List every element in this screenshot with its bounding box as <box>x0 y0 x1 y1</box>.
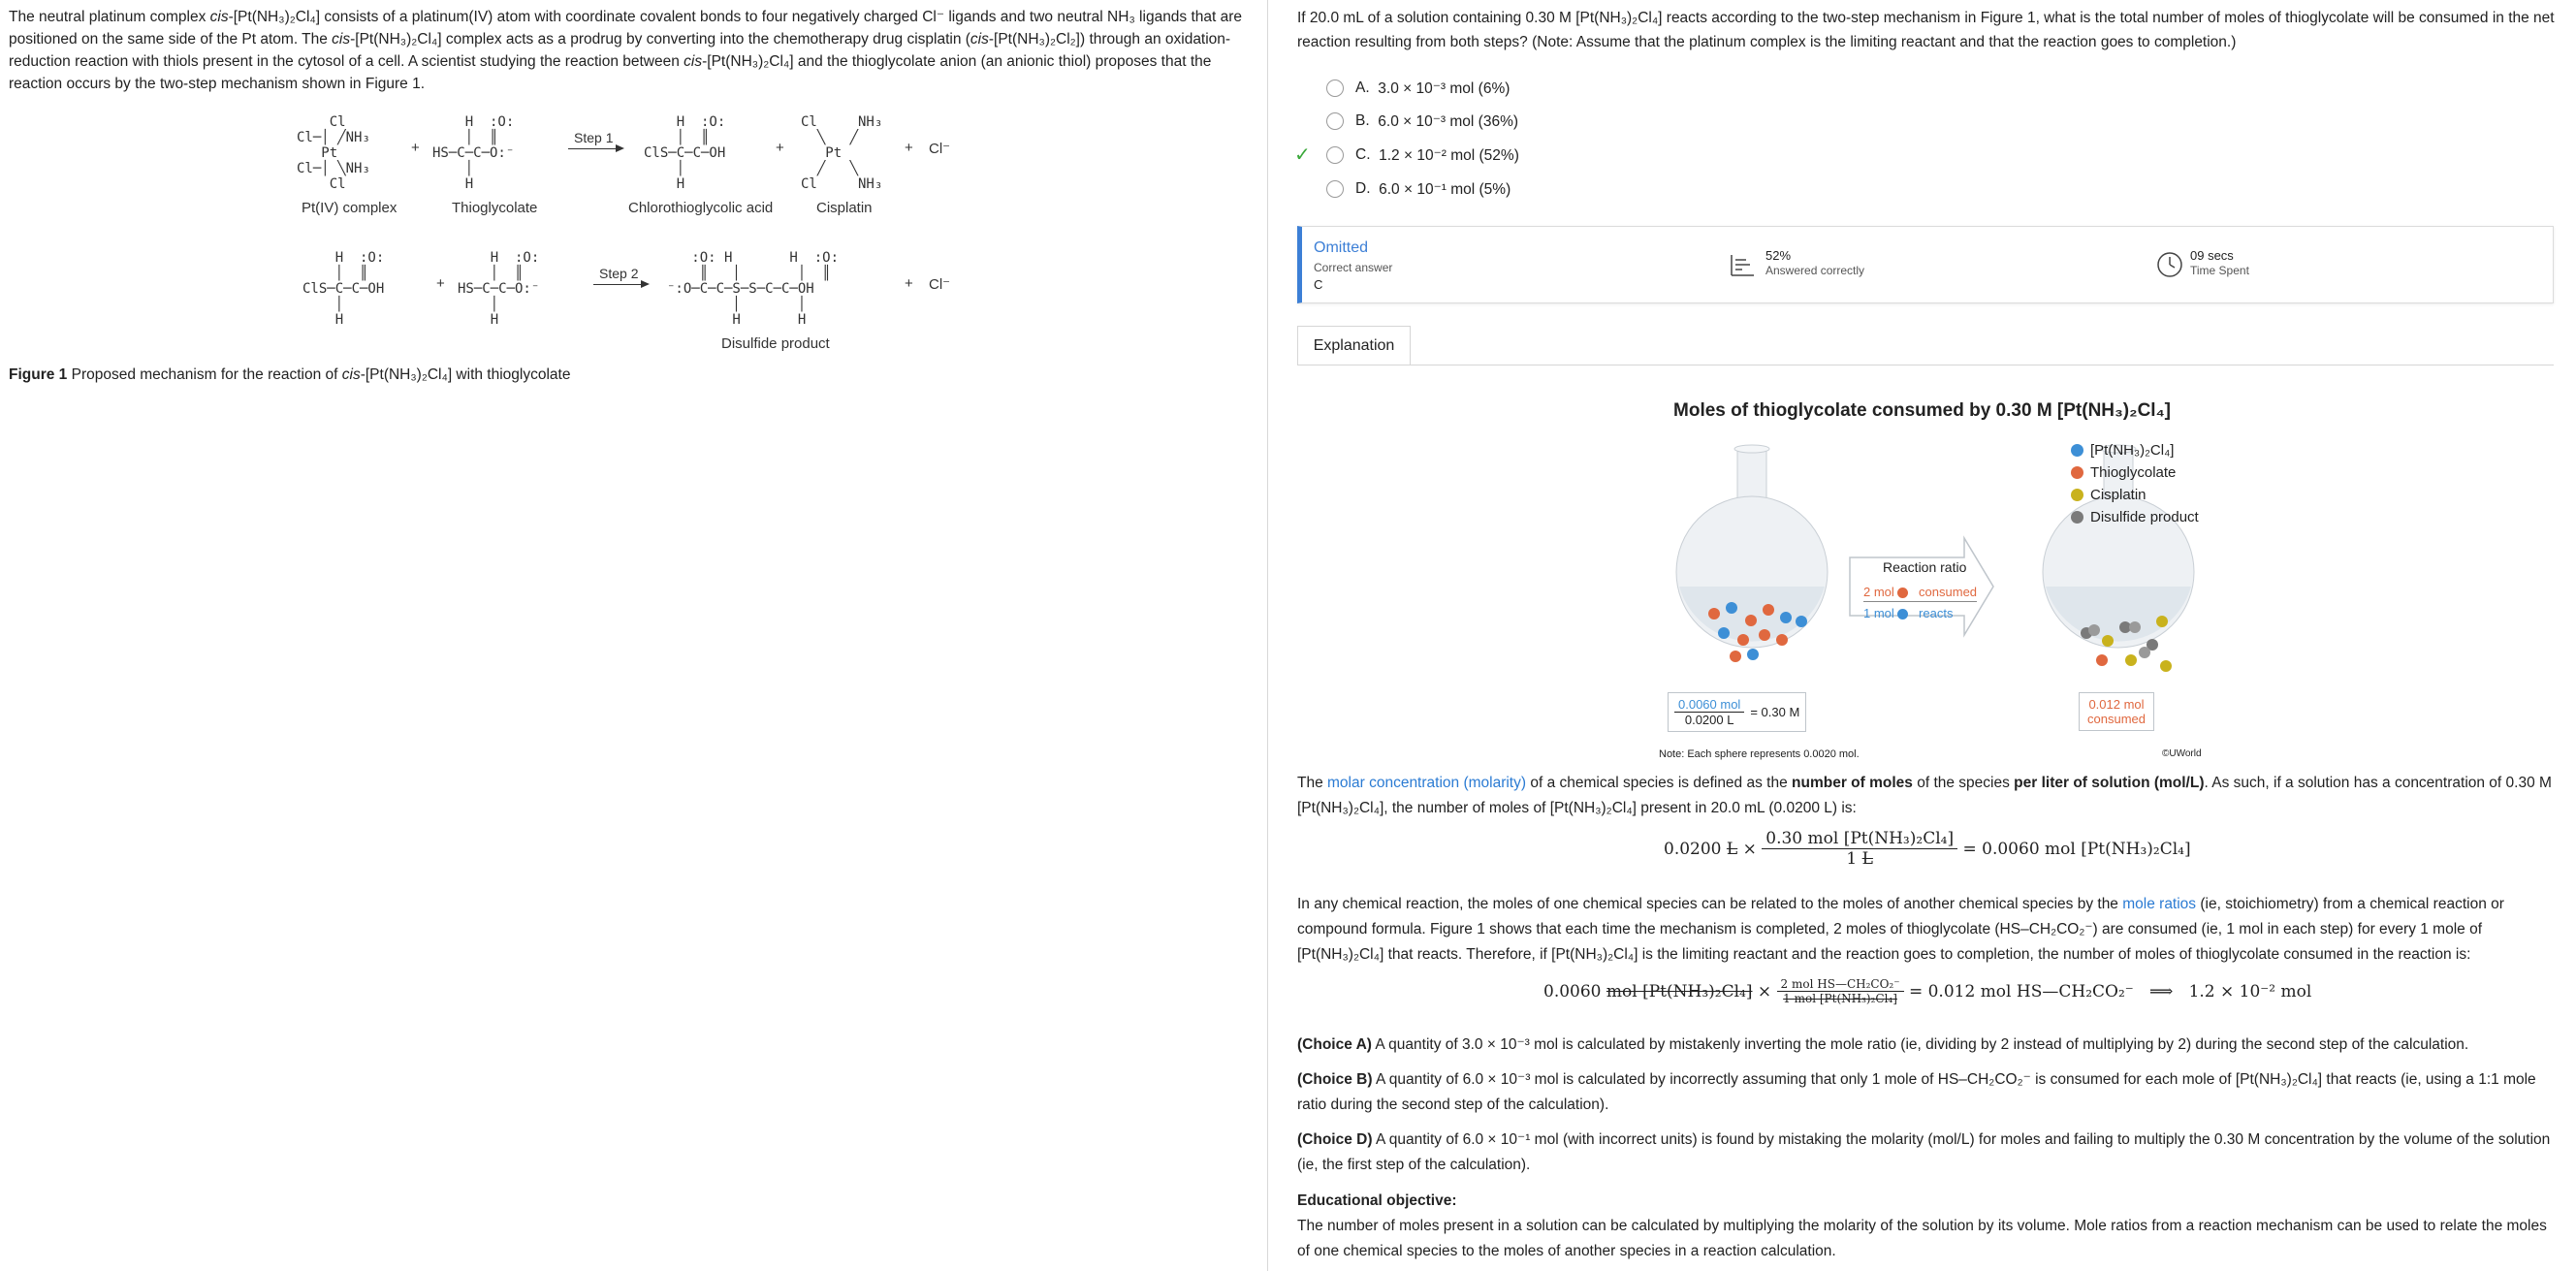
choice-letter: D. <box>1355 180 1371 197</box>
ratio-top-text: consumed <box>1919 585 1978 599</box>
eq1-den-value: 1 <box>1846 849 1858 869</box>
eq2-right: = 0.012 mol HS—CH₂CO₂⁻ <box>1908 981 2134 1001</box>
copyright: ©UWorld <box>2162 748 2202 759</box>
objective-title: Educational objective: <box>1297 1192 1457 1209</box>
thioglycolate-structure-2: H :O: │ ║ HS─C─C─O:⁻ │ H <box>458 250 540 328</box>
expl-seg: of the species <box>1912 775 2015 791</box>
legend-item <box>2071 487 2147 503</box>
figure-caption <box>9 366 570 384</box>
eq1-right: = 0.0060 mol [Pt(NH₃)₂Cl₄] <box>1962 839 2191 859</box>
step2-label: Step 2 <box>599 266 639 281</box>
disulfide-structure: :O: H H :O: ║ │ │ ║ ⁻:O─C─C─S─S─C─C─OH │ │ H H <box>667 250 840 328</box>
eq1-times: × <box>1742 839 1757 859</box>
passage-panel <box>0 0 1268 1271</box>
step1-label: Step 1 <box>574 130 614 145</box>
sphere-note: Note: Each sphere represents 0.0020 mol. <box>1659 748 1860 760</box>
eq2-den: 1 mol [Pt(NH₃)₂Cl₄] <box>1783 992 1897 1005</box>
choice-a-text: A quantity of 3.0 × 10⁻³ mol is calculated by mistakenly inverting the mole ratio (ie, dividing by 2 instead of multiplying by 2) during the second step of the calculation. <box>1371 1036 2469 1053</box>
legend-label: Thioglycolate <box>2090 464 2177 481</box>
chloride-ion: Cl⁻ <box>929 141 951 157</box>
label-thioglycolate: Thioglycolate <box>452 200 538 216</box>
ratio-bottom <box>1863 606 1953 620</box>
passage-seg: -[Pt(NH₃)₂Cl₄] complex acts as a prodrug by converting into the chemotherapy drug cisplatin ( <box>350 31 970 48</box>
plus-sign: + <box>436 275 445 292</box>
step2-arrow <box>593 284 648 285</box>
choice-b[interactable] <box>1326 110 1518 133</box>
choice-a-label: (Choice A) <box>1297 1036 1372 1053</box>
time-spent: 09 secs <box>2190 248 2234 263</box>
thioglycolate-structure: H :O: │ ║ HS─C─C─O:⁻ │ H <box>432 114 515 192</box>
cisplatin-structure: Cl NH₃ ╲ ╱ Pt ╱ ╲ Cl NH₃ <box>801 114 883 192</box>
mole-ratios-link[interactable]: mole ratios <box>2122 896 2197 912</box>
question-stem: If 20.0 mL of a solution containing 0.30 M [Pt(NH₃)₂Cl₄] reacts according to the two-step mechanism in Figure 1, what is the total number of moles of thioglycolate will be consumed in the net reaction resulting from both steps? (Note: Assume that the platinum complex is the limiting reactant and that the reaction goes to completion.) <box>1297 10 2555 50</box>
pt-complex-dot-icon <box>2071 444 2083 457</box>
question-panel <box>1268 0 2576 1271</box>
correct-answer-label: Correct answer <box>1314 261 1393 274</box>
radio-c[interactable] <box>1326 146 1344 164</box>
passage-seg: -[Pt(NH₃)₂Cl₂]) through an oxidation-reduction reaction with thiols present in the cytosol of a cell. A scientist studying the reaction between <box>9 31 1231 70</box>
caption-seg: -[Pt(NH₃)₂Cl₄] with thioglycolate <box>360 366 571 383</box>
passage-cis: cis <box>209 9 229 25</box>
time-spent-label: Time Spent <box>2190 264 2249 277</box>
answer-stats-box <box>1297 226 2554 303</box>
passage-seg: -[Pt(NH₃)₂Cl₄] consists of a platinum(IV) atom with coordinate covalent bonds to four negatively charged Cl⁻ ligands and two neutral NH₃ ligands that are positioned on the same side of the Pt atom. The <box>9 9 1243 48</box>
legend-label: Cisplatin <box>2090 487 2147 503</box>
reaction-ratio-title: Reaction ratio <box>1883 559 1967 575</box>
left-calc-box <box>1668 692 1806 732</box>
right-calc-box <box>2079 692 2154 731</box>
right-calc-amount: 0.012 mol <box>2088 697 2145 712</box>
molarity-link[interactable]: molar concentration (molarity) <box>1327 775 1527 791</box>
expl-seg: (ie, stoichiometry) from a chemical reaction or compound formula. Figure 1 shows that each time the mechanism is completed, 2 moles of thioglycolate (HS–CH₂CO₂⁻) are consumed (ie, 1 mol in each step) for every 1 mole of [Pt(NH₃)₂Cl₄] that reacts. Therefore, if [Pt(NH₃)₂Cl₄] is the limiting reactant and the reaction goes to completion, the number of moles of thioglycolate consumed in the reaction is: <box>1297 896 2504 963</box>
passage-cis: cis <box>332 31 351 48</box>
status-omitted: Omitted <box>1314 239 1369 256</box>
pt-complex-structure: Cl Cl─│ ╱NH₃ Pt Cl─│ ╲NH₃ Cl <box>297 114 370 192</box>
eq2-final: 1.2 × 10⁻² mol <box>2188 981 2312 1001</box>
percent-correct: 52% <box>1765 248 1792 263</box>
radio-a[interactable] <box>1326 79 1344 97</box>
eq1-num: 0.30 mol [Pt(NH₃)₂Cl₄] <box>1762 829 1957 849</box>
choice-letter: B. <box>1355 112 1370 129</box>
choice-d[interactable] <box>1326 177 1511 201</box>
explanation-paragraph-1 <box>1297 771 2558 821</box>
explanation-paragraph-2 <box>1297 892 2558 968</box>
explanation-choice-b <box>1297 1067 2558 1118</box>
eq1-left: 0.0200 <box>1664 839 1722 859</box>
disulfide-dot-icon <box>2071 511 2083 524</box>
percent-correct-label: Answered correctly <box>1765 264 1865 277</box>
legend-label: [Pt(NH₃)₂Cl₄] <box>2090 442 2175 459</box>
passage-cis: cis <box>684 53 703 70</box>
objective-text: The number of moles present in a solution can be calculated by multiplying the molarity of the solution by its volume. Mole ratios from a reaction mechanism can be used to relate the moles of one chemical species to the moles of another species in a reaction calculation. <box>1297 1218 2547 1259</box>
ratio-bottom-amount: 1 mol <box>1863 606 1894 620</box>
choice-text: 1.2 × 10⁻² mol (52%) <box>1379 146 1519 164</box>
radio-b[interactable] <box>1326 112 1344 130</box>
eq1-fraction <box>1762 829 1957 869</box>
plus-sign: + <box>776 140 784 156</box>
label-disulfide-product: Disulfide product <box>721 335 830 352</box>
correct-answer-value: C <box>1314 277 1323 292</box>
label-chlorothioglycolic-acid: Chlorothioglycolic acid <box>628 200 774 216</box>
passage-seg: -[Pt(NH₃)₂Cl₄] and the thioglycolate anion (an anionic thiol) proposes that the reaction occurs by the two-step mechanism shown in Figure 1. <box>9 53 1212 92</box>
eq2-unit: mol [Pt(NH₃)₂Cl₄] <box>1606 981 1753 1001</box>
clock-icon <box>2155 250 2184 279</box>
passage-text <box>9 6 1255 95</box>
eq2-left: 0.0060 <box>1543 981 1602 1001</box>
pt-complex-dot-icon <box>1897 609 1908 620</box>
choice-b-label: (Choice B) <box>1297 1071 1373 1088</box>
expl-seg: In any chemical reaction, the moles of one chemical species can be related to the moles of another chemical species by the <box>1297 896 2123 912</box>
choice-text: 6.0 × 10⁻³ mol (36%) <box>1378 112 1519 130</box>
choice-d-text: A quantity of 6.0 × 10⁻¹ mol (with incorrect units) is found by mistaking the molarity (mol/L) for moles and failing to multiply the 0.30 M concentration by the volume of the solution (ie, the first step of the calculation). <box>1297 1131 2551 1173</box>
thioglycolate-dot-icon <box>1897 588 1908 598</box>
expl-bold: number of moles <box>1792 775 1913 791</box>
expl-seg: The <box>1297 775 1328 791</box>
choice-text: 6.0 × 10⁻¹ mol (5%) <box>1379 180 1511 198</box>
eq2-times: × <box>1757 981 1772 1001</box>
ratio-bottom-text: reacts <box>1919 606 1954 620</box>
plus-sign: + <box>905 140 913 156</box>
chlorothioglycolic-acid-structure-2: H :O: │ ║ ClS─C─C─OH │ H <box>302 250 385 328</box>
eq1-den <box>1762 849 1957 869</box>
label-cisplatin: Cisplatin <box>816 200 873 216</box>
right-calc-text: consumed <box>2087 712 2146 726</box>
ratio-top-amount: 2 mol <box>1863 585 1894 599</box>
eq1-unit: L <box>1726 839 1738 859</box>
legend-item <box>2071 442 2174 459</box>
choice-c[interactable] <box>1326 143 1519 167</box>
cisplatin-dot-icon <box>2071 489 2083 501</box>
step1-arrow <box>568 148 622 149</box>
explanation-choice-a <box>1297 1033 2558 1058</box>
eq2-num: 2 mol HS—CH₂CO₂⁻ <box>1777 977 1904 992</box>
caption-seg: Proposed mechanism for the reaction of <box>67 366 342 383</box>
expl-seg: . As such, if a solution has a concentration of 0.30 M [Pt(NH₃)₂Cl₄], the number of moles of [Pt(NH₃)₂Cl₄] present in 20.0 mL (0.0200 L) is: <box>1297 775 2552 816</box>
plus-sign: + <box>411 140 420 156</box>
figure-caption-label: Figure 1 <box>9 366 68 383</box>
legend-label: Disulfide product <box>2090 509 2199 525</box>
left-calc-result: = 0.30 M <box>1750 705 1800 719</box>
tab-explanation[interactable]: Explanation <box>1297 326 1411 365</box>
choice-letter: C. <box>1355 146 1371 163</box>
left-flask <box>1676 445 1828 662</box>
legend-item <box>2071 464 2176 481</box>
radio-d[interactable] <box>1326 180 1344 198</box>
choice-text: 3.0 × 10⁻³ mol (6%) <box>1378 79 1511 97</box>
explanation-choice-d <box>1297 1128 2558 1178</box>
left-calc-fraction <box>1674 697 1744 727</box>
expl-seg: of a chemical species is defined as the <box>1526 775 1793 791</box>
plus-sign: + <box>905 275 913 292</box>
equation-2 <box>1543 977 2311 1005</box>
label-pt-complex: Pt(IV) complex <box>302 200 398 216</box>
choice-letter: A. <box>1355 79 1370 96</box>
correct-check-icon: ✓ <box>1294 144 1311 166</box>
thioglycolate-dot-icon <box>2071 466 2083 479</box>
equation-1 <box>1664 829 2191 869</box>
caption-cis: cis <box>341 366 361 383</box>
chloride-ion: Cl⁻ <box>929 276 951 293</box>
bar-chart-icon <box>1729 251 1756 278</box>
choice-b-text: A quantity of 6.0 × 10⁻³ mol is calculated by incorrectly assuming that only 1 mole of HS–CH₂CO₂⁻ is consumed for each mole of [Pt(NH₃)₂Cl₄] that reacts (ie, using a 1:1 mole ratio during the second step of the calculation). <box>1297 1071 2536 1113</box>
ratio-top <box>1863 585 1977 602</box>
infographic-title: Moles of thioglycolate consumed by 0.30 M [Pt(NH₃)₂Cl₄] <box>1673 400 2171 421</box>
expl-bold: per liter of solution (mol/L) <box>2014 775 2205 791</box>
legend-item <box>2071 509 2199 525</box>
passage-cis: cis <box>970 31 989 48</box>
choice-a[interactable] <box>1326 77 1510 100</box>
implies-icon: ⟹ <box>2148 981 2174 1001</box>
passage-seg: The neutral platinum complex <box>9 9 210 25</box>
eq1-den-unit: L <box>1861 849 1873 869</box>
left-calc-num: 0.0060 mol <box>1674 697 1744 713</box>
chlorothioglycolic-acid-structure: H :O: │ ║ ClS─C─C─OH │ H <box>644 114 726 192</box>
choice-d-label: (Choice D) <box>1297 1131 1373 1148</box>
eq2-fraction <box>1777 977 1904 1005</box>
left-calc-den: 0.0200 L <box>1684 713 1734 727</box>
